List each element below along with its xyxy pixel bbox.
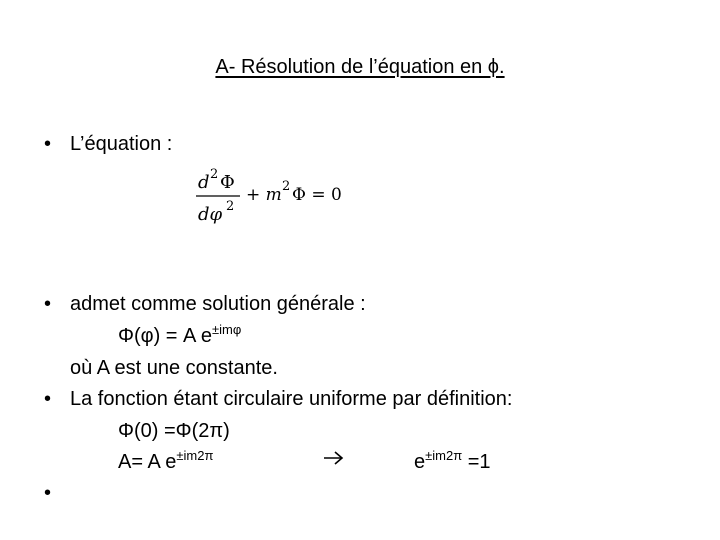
general-solution bbox=[118, 324, 241, 350]
differential-equation bbox=[190, 162, 360, 232]
consequence-right-base: e bbox=[414, 451, 426, 473]
consequence-right-exponent: ±im2π bbox=[425, 448, 463, 463]
eq-m-exp: 2 bbox=[282, 179, 291, 194]
periodic-condition: Φ(0) =Φ(2π) bbox=[118, 420, 230, 442]
right-arrow-icon bbox=[322, 448, 346, 468]
general-solution-exponent: ±imφ bbox=[211, 322, 242, 337]
bullet-3: • bbox=[44, 388, 52, 410]
consequence-left bbox=[118, 450, 213, 476]
eq-plus-m: + m bbox=[246, 185, 282, 205]
bullet-4: • bbox=[44, 482, 52, 504]
general-solution-base: Φ(φ) = A e bbox=[118, 325, 212, 347]
bullet-2: • bbox=[44, 293, 52, 315]
consequence-left-base: A= A e bbox=[118, 451, 177, 473]
eq-numerator-phi: Φ bbox=[220, 172, 235, 193]
eq-numerator-d: d bbox=[198, 172, 210, 193]
equation-label: L’équation : bbox=[70, 133, 173, 155]
periodic-intro: La fonction étant circulaire uniforme par définition: bbox=[70, 388, 513, 410]
eq-denominator-exp: 2 bbox=[226, 199, 235, 214]
consequence-right-tail: =1 bbox=[462, 451, 491, 473]
solution-intro: admet comme solution générale : bbox=[70, 293, 366, 315]
consequence-left-exponent: ±im2π bbox=[176, 448, 214, 463]
eq-rhs: Φ = 0 bbox=[292, 185, 342, 205]
eq-numerator-exp: 2 bbox=[210, 167, 219, 182]
consequence-right bbox=[414, 450, 491, 476]
slide-title: A- Résolution de l’équation en ϕ. bbox=[215, 56, 505, 78]
bullet-1: • bbox=[44, 133, 52, 155]
eq-denominator: dφ bbox=[198, 204, 223, 225]
constant-note: où A est une constante. bbox=[70, 357, 278, 379]
